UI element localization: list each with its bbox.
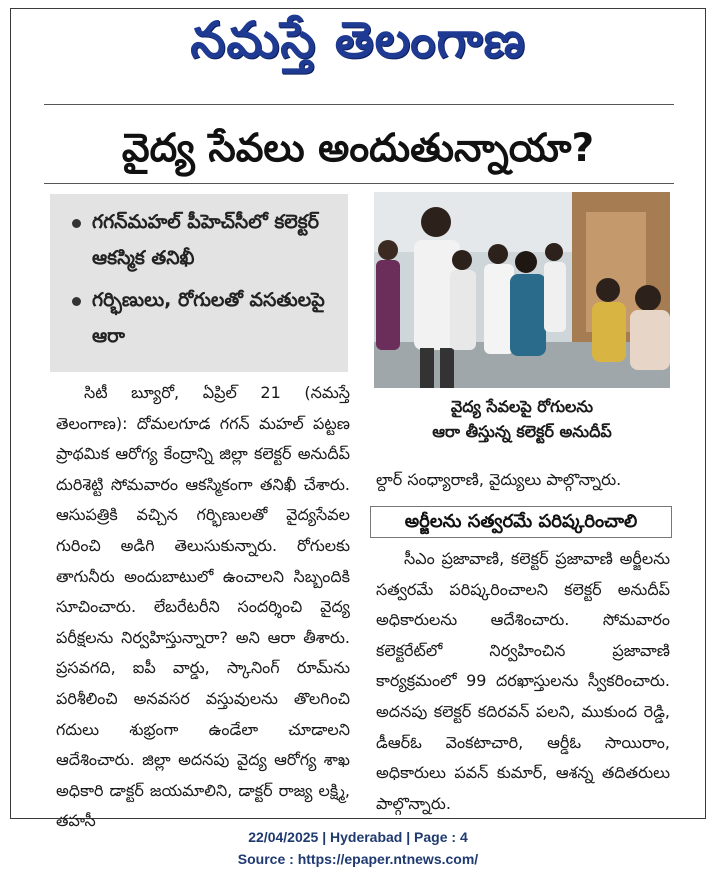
masthead-title: నమస్తే తెలంగాణ [190,10,526,69]
body-right-text: సీఎం ప్రజావాణి, కలెక్టర్ ప్రజావాణి అర్జీలను సత్వరమే పరిష్కరించాలని కలెక్టర్ అనుదీప్ అధికారులను ఆదేశించారు. సోమవారం కలెక్టరేట్‌లో నిర్వహించిన ప్రజావాణి కార్యక్రమంలో 99 దరఖాస్తులను స్వీకరించారు. అదనపు కలెక్టర్ కదిరవన్ పలని, ముకుంద రెడ్డి, డీఆర్ఓ వెంకటాచారి, ఆర్డీఓ సాయిరాం, అధికారులు పవన్ కుమార్, ఆశన్న తదితరులు పాల్గొన్నారు. [376,549,670,813]
photo-caption [374,394,670,444]
masthead-divider [44,104,674,105]
highlights-list [72,204,336,354]
headline-divider [44,183,674,184]
article-photo [374,192,670,388]
photo-caption-line: వైద్య సేవలపై రోగులను [450,397,594,416]
article-body-right [376,544,670,819]
footer-source-line: Source : https://epaper.ntnews.com/ [237,851,479,867]
body-right-continuation: ల్దార్ సంధ్యారాణి, వైద్యులు పాల్గొన్నారు. [376,470,622,489]
photo-caption-line: ఆరా తీస్తున్న కలెక్టర్ అనుదీప్ [432,422,612,441]
highlights-box [50,194,348,372]
page-footer [0,826,716,870]
highlight-item: గగన్‌మహల్ పీహెచ్‌సీలో కలెక్టర్ ఆకస్మిక తనిఖీ [72,204,336,276]
highlight-item: గర్భిణులు, రోగులతో వసతులపై ఆరా [72,282,336,354]
footer-date-line: 22/04/2025 | Hyderabad | Page : 4 [248,829,468,845]
article-body-left [56,378,350,837]
photo-illustration [374,192,670,388]
body-left-text: సిటీ బ్యూరో, ఏప్రిల్ 21 (నమస్తే తెలంగాణ): దోమలగూడ గగన్ మహల్ పట్టణ ప్రాథమిక ఆరోగ్య కేంద్రాన్ని జిల్లా కలెక్టర్ అనుదీప్ దురిశెట్టి సోమవారం ఆకస్మికంగా తనిఖీ చేశారు. ఆసుపత్రికి వచ్చిన గర్భిణులతో వైద్యసేవల గురించి అడిగి తెలుసుకున్నారు. రోగులకు తాగునీరు అందుబాటులో ఉంచాలని సిబ్బందికి సూచించారు. లేబరేటరీని సందర్శించి వైద్య పరీక్షలను నిర్వహిస్తున్నారా? అని ఆరా తీశారు. ప్రసవగది, ఐపీ వార్డు, స్కానింగ్ రూమ్‌ను పరిశీలించి అనవసర వస్తువులను తొలగించి గదులు శుభ్రంగా ఉండేలా చూడాలని ఆదేశించారు. జిల్లా అదనపు వైద్య ఆరోగ్య శాఖ అధికారి డాక్టర్ జయమాలిని, డాక్టర్ రాజ్య లక్ష్మి, తహసీ [56,383,350,831]
article-subheading: అర్జీలను సత్వరమే పరిష్కరించాలి [370,506,672,538]
article-headline: వైద్య సేవలు అందుతున్నాయా? [121,126,595,171]
